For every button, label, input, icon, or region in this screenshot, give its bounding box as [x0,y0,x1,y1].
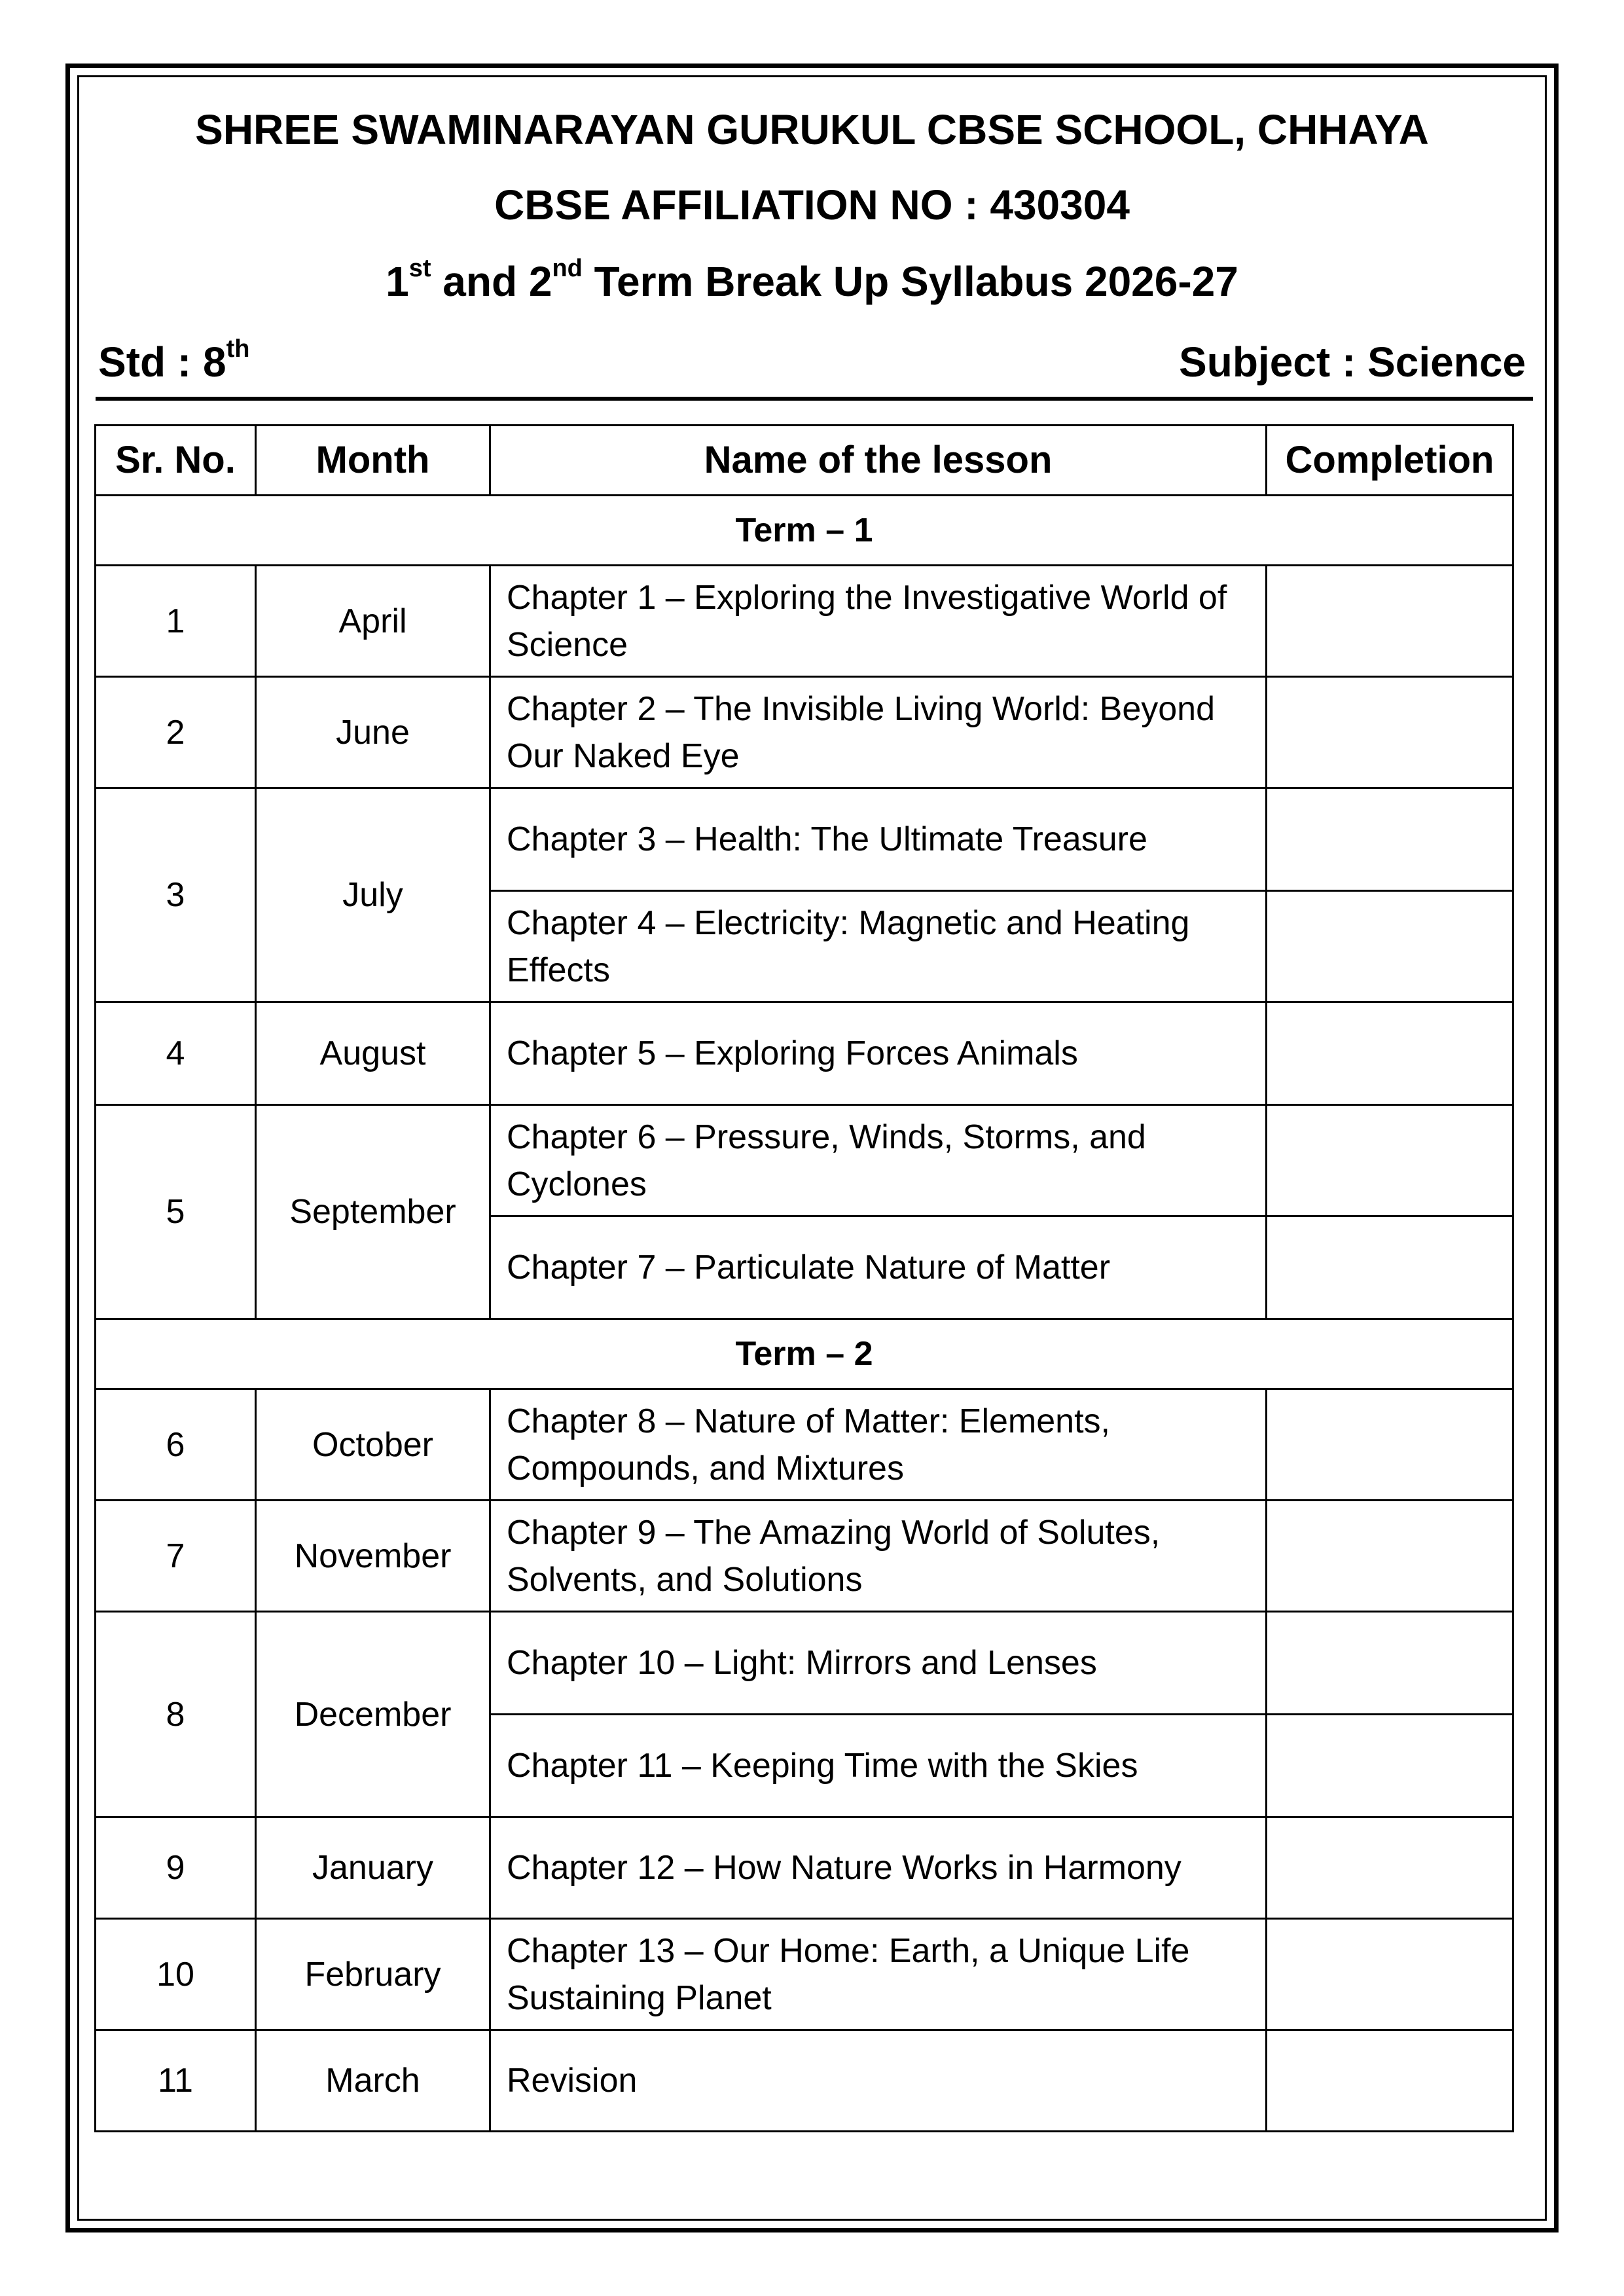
completion-cell [1267,1715,1513,1817]
sr-no-cell: 10 [96,1919,256,2030]
completion-cell [1267,891,1513,1002]
table-row [96,1817,1513,1919]
sr-no-cell: 2 [96,677,256,788]
affiliation-number: CBSE AFFILIATION NO : 430304 [494,181,1130,228]
lesson-cell: Chapter 13 – Our Home: Earth, a Unique Life Sustaining Planet [490,1919,1267,2030]
sr-no-cell: 7 [96,1501,256,1612]
completion-cell [1267,1216,1513,1319]
completion-cell [1267,1389,1513,1501]
title-sup-2: nd [552,254,583,282]
lesson-cell: Chapter 2 – The Invisible Living World: Beyond Our Naked Eye [490,677,1267,788]
month-cell: March [256,2030,490,2132]
month-cell: January [256,1817,490,1919]
lesson-cell: Chapter 7 – Particulate Nature of Matter [490,1216,1267,1319]
column-header-sr-no: Sr. No. [96,426,256,496]
sr-no-cell: 6 [96,1389,256,1501]
header-divider [96,397,1533,401]
completion-cell [1267,1002,1513,1105]
title-part-1: 1 [386,258,409,305]
month-cell: December [256,1612,490,1817]
lesson-cell: Chapter 5 – Exploring Forces Animals [490,1002,1267,1105]
sr-no-cell: 3 [96,788,256,1002]
completion-cell [1267,1612,1513,1715]
lesson-cell: Chapter 1 – Exploring the Investigative World of Science [490,566,1267,677]
column-header-lesson: Name of the lesson [490,426,1267,496]
school-name: SHREE SWAMINARAYAN GURUKUL CBSE SCHOOL, CHHAYA [195,106,1429,153]
table-row [96,677,1513,788]
sr-no-cell: 8 [96,1612,256,1817]
table-row [96,2030,1513,2132]
column-header-month: Month [256,426,490,496]
completion-cell [1267,1817,1513,1919]
table-row [96,788,1513,891]
lesson-cell: Chapter 6 – Pressure, Winds, Storms, and Cyclones [490,1105,1267,1216]
standard-text: Std : 8 [98,338,226,386]
month-cell: April [256,566,490,677]
lesson-cell: Chapter 4 – Electricity: Magnetic and Heating Effects [490,891,1267,1002]
month-cell: August [256,1002,490,1105]
month-cell: July [256,788,490,1002]
lesson-cell: Chapter 3 – Health: The Ultimate Treasure [490,788,1267,891]
sr-no-cell: 9 [96,1817,256,1919]
sr-no-cell: 1 [96,566,256,677]
lesson-cell: Chapter 8 – Nature of Matter: Elements, Compounds, and Mixtures [490,1389,1267,1501]
completion-cell [1267,566,1513,677]
title-sup-1: st [408,254,431,282]
completion-cell [1267,1105,1513,1216]
sr-no-cell: 4 [96,1002,256,1105]
lesson-cell: Chapter 9 – The Amazing World of Solutes, Solvents, and Solutions [490,1501,1267,1612]
lesson-cell: Chapter 12 – How Nature Works in Harmony [490,1817,1267,1919]
table-row [96,1612,1513,1715]
lesson-cell: Chapter 11 – Keeping Time with the Skies [490,1715,1267,1817]
table-row [96,1389,1513,1501]
term-1-label: Term – 1 [96,496,1513,566]
table-row [96,1501,1513,1612]
sr-no-cell: 5 [96,1105,256,1319]
title-part-3: Term Break Up Syllabus 2026-27 [582,258,1238,305]
syllabus-table [94,424,1514,2132]
month-cell: June [256,677,490,788]
lesson-cell: Revision [490,2030,1267,2132]
term-2-row [96,1319,1513,1389]
month-cell: October [256,1389,490,1501]
term-1-row [96,496,1513,566]
syllabus-title [85,252,1539,311]
table-row [96,566,1513,677]
table-row [96,1919,1513,2030]
completion-cell [1267,1919,1513,2030]
standard-label [98,333,249,392]
table-row [96,1105,1513,1216]
subject-label: Subject : Science [1179,338,1526,386]
lesson-cell: Chapter 10 – Light: Mirrors and Lenses [490,1612,1267,1715]
sr-no-cell: 11 [96,2030,256,2132]
completion-cell [1267,677,1513,788]
term-2-label: Term – 2 [96,1319,1513,1389]
table-row [96,1002,1513,1105]
month-cell: November [256,1501,490,1612]
completion-cell [1267,2030,1513,2132]
title-part-2: and 2 [431,258,552,305]
standard-sup: th [226,335,250,363]
column-header-completion: Completion [1267,426,1513,496]
completion-cell [1267,1501,1513,1612]
month-cell: September [256,1105,490,1319]
completion-cell [1267,788,1513,891]
month-cell: February [256,1919,490,2030]
table-header-row [96,426,1513,496]
